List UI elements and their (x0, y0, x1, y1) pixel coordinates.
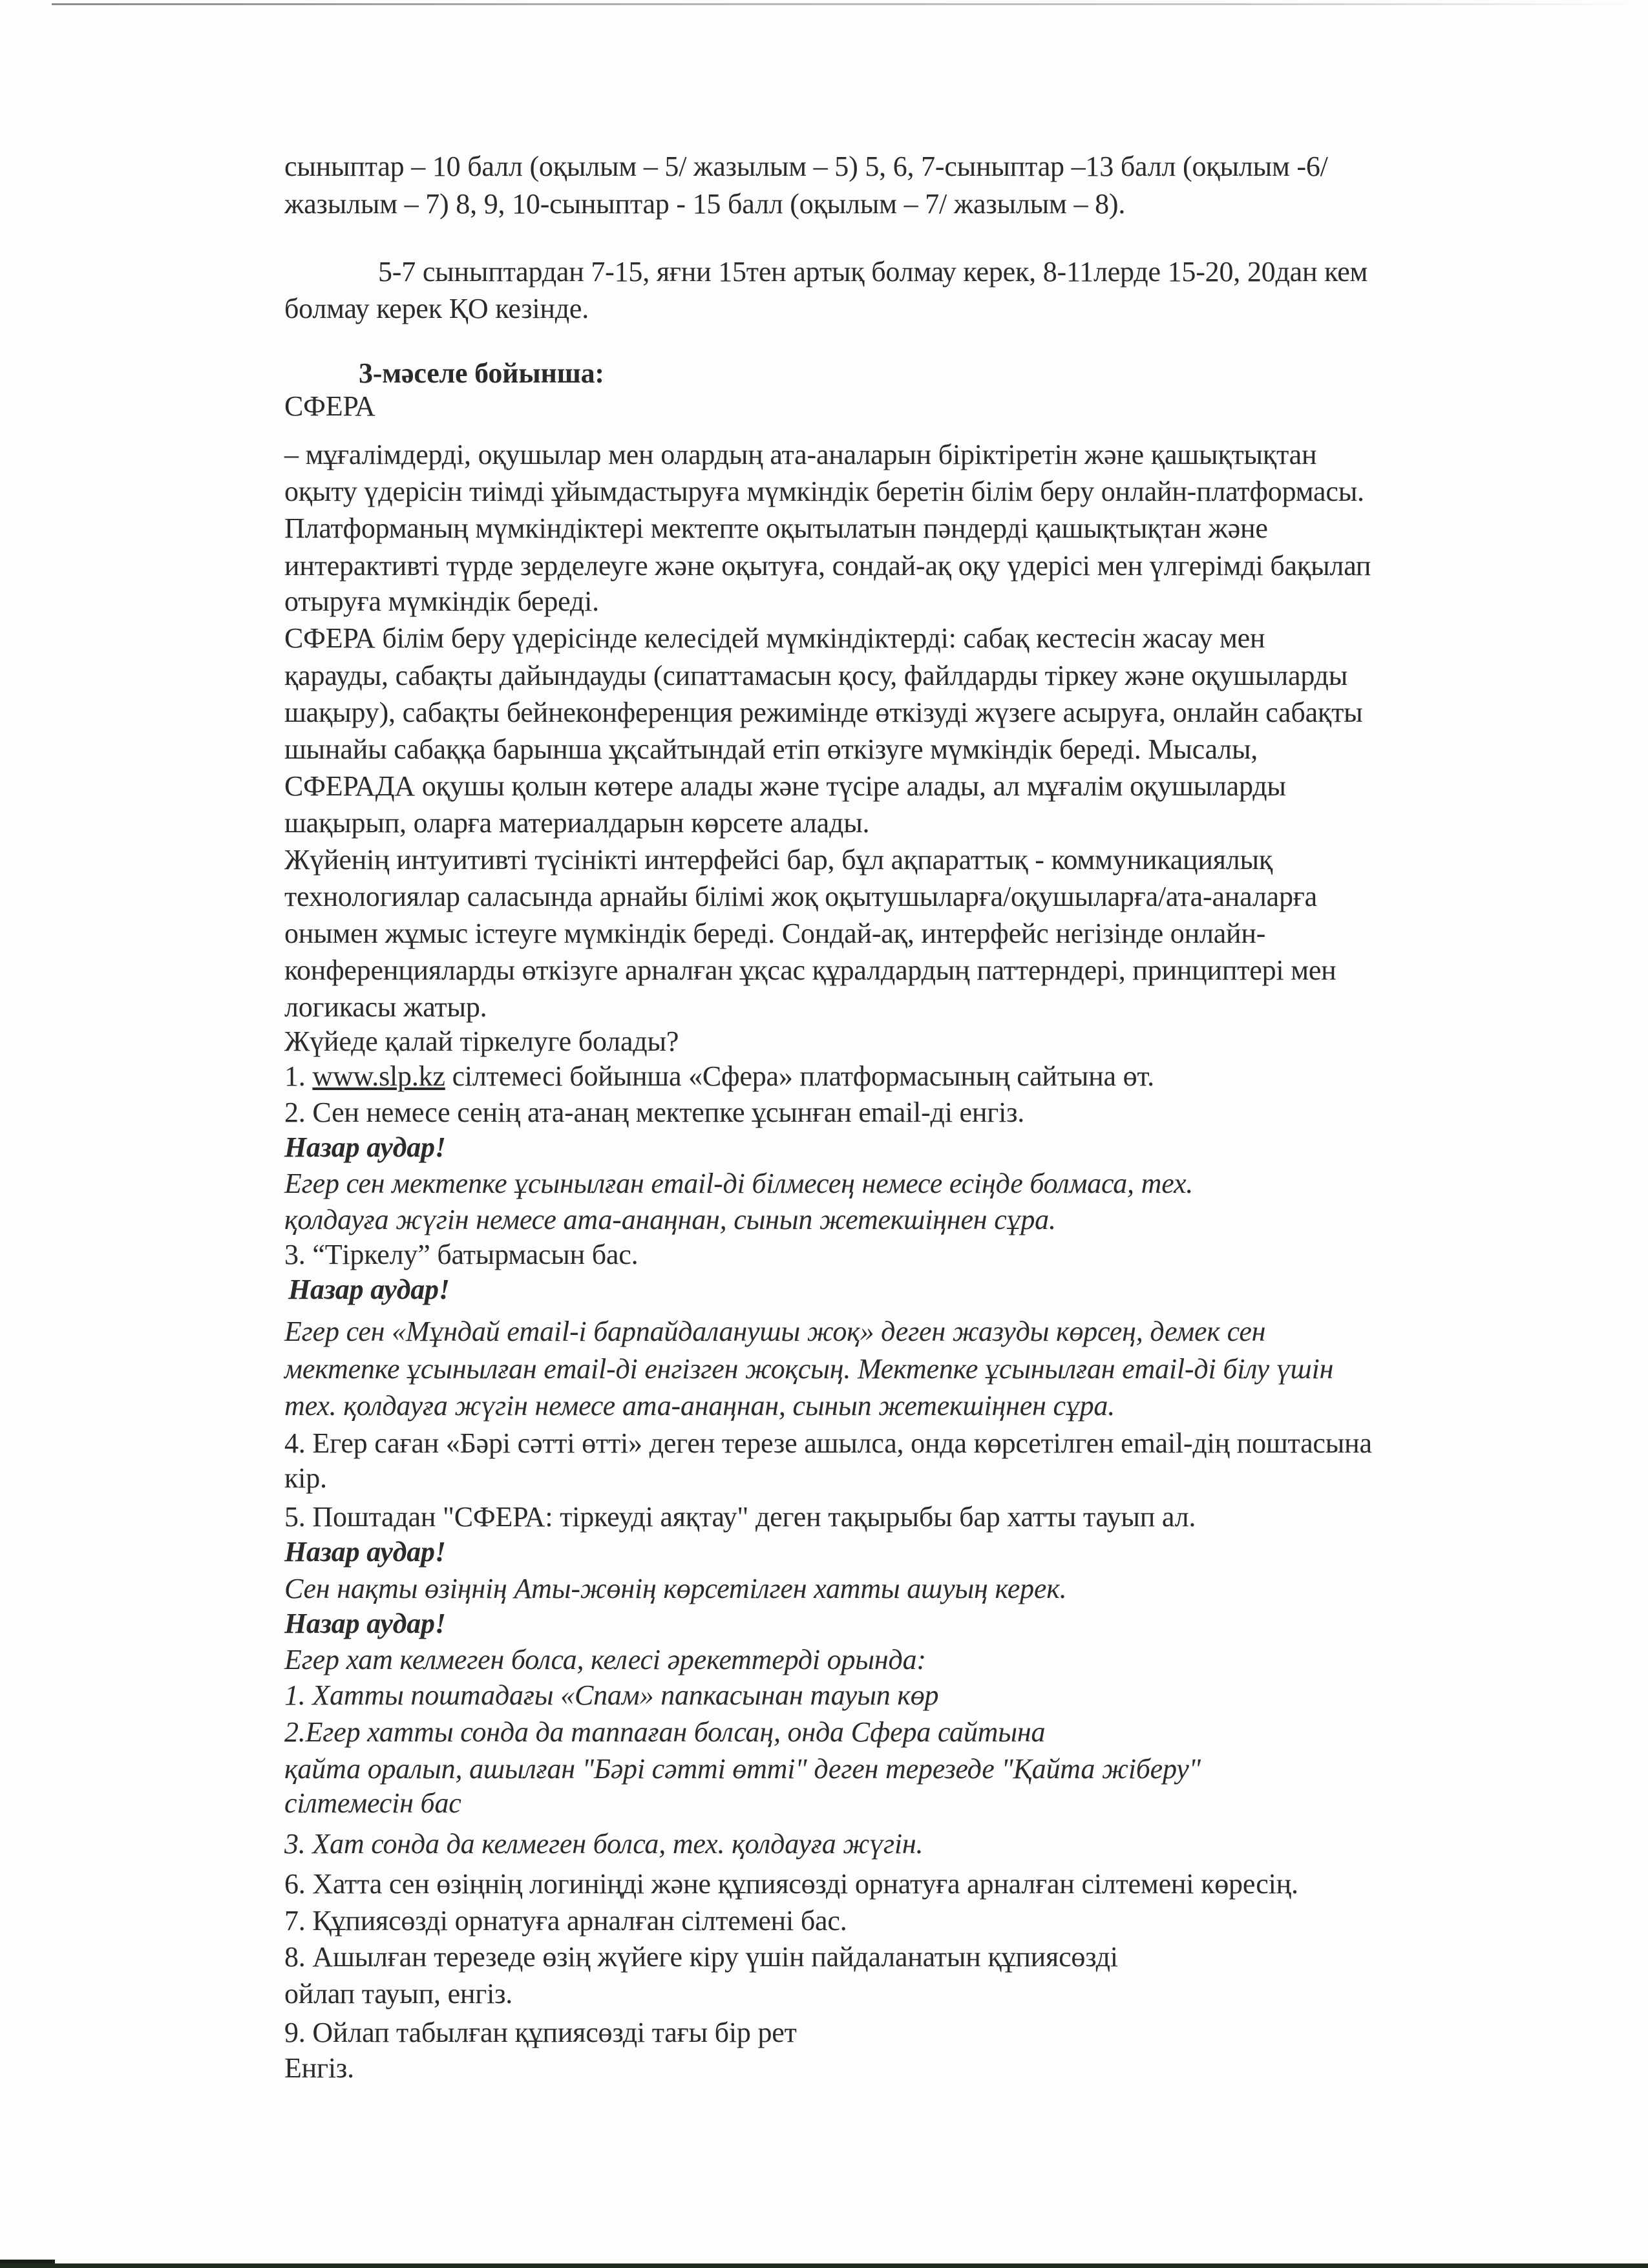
features-line: қарауды, сабақты дайындауды (сипаттамасын қосу, файлдарды тіркеу және оқушыларды (284, 660, 1348, 691)
note-line: Егер сен «Мұндай email-і барпайдаланушы жоқ» деген жазуды көрсең, демек сен (284, 1316, 1266, 1347)
note-line: 1. Хатты поштадағы «Спам» папкасынан тауып көр (284, 1679, 939, 1711)
scan-edge-bottom (0, 2263, 1648, 2268)
step-7: 7. Құпиясөзді орнатуға арналған сілтемені бас. (284, 1905, 847, 1937)
note-line: мектепке ұсынылған email-ді енгізген жоқсың. Мектепке ұсынылған email-ді білу үшін (284, 1353, 1334, 1385)
features-line: шақырып, оларға материалдарын көрсете алады. (284, 807, 870, 839)
description-line: отыруға мүмкіндік береді. (284, 585, 599, 617)
description-line: Платформаның мүмкіндіктері мектепте оқытылатын пәндерді қашықтықтан және (284, 512, 1268, 544)
step-8-cont: ойлап тауып, енгіз. (284, 1978, 513, 2010)
note-line: 3. Хат сонда да келмеген болса, тех. қолдауға жүгін. (284, 1828, 924, 1860)
features-line: СФЕРА білім беру үдерісінде келесідей мүмкіндіктерді: сабақ кестесін жасау мен (284, 622, 1265, 654)
step-9: 9. Ойлап табылған құпиясөзді тағы бір рет (284, 2017, 797, 2048)
step-9-cont: Енгіз. (284, 2052, 354, 2084)
attention-label: Назар аудар! (284, 1536, 446, 1568)
intro-line-1: сыныптар – 10 балл (оқылым – 5/ жазылым – 5) 5, 6, 7-сыныптар –13 балл (оқылым -6/ (284, 151, 1328, 182)
note-line: 2.Егер хатты сонда да таппаған болсаң, онда Сфера сайтына (284, 1716, 1046, 1748)
interface-line: технологиялар саласында арнайы білімі жоқ оқытушыларға/оқушыларға/ата-аналарға (284, 881, 1317, 912)
note-line: Сен нақты өзіңнің Аты-жөнің көрсетілген хатты ашуың керек. (284, 1573, 1067, 1604)
attention-label: Назар аудар! (288, 1274, 450, 1305)
description-line: оқыту үдерісін тиімді ұйымдастыруға мүмкіндік беретін білім беру онлайн-платформасы. (284, 476, 1364, 507)
step-8: 8. Ашылған терезеде өзің жүйеге кіру үшін пайдаланатын құпиясөзді (284, 1941, 1118, 1973)
intro-line-2: жазылым – 7) 8, 9, 10-сыныптар - 15 балл (оқылым – 7/ жазылым – 8). (284, 188, 1126, 220)
scores-paragraph-line-1: 5-7 сыныптардан 7-15, яғни 15тен артық болмау керек, 8-11лерде 15-20, 20дан кем (378, 256, 1368, 288)
step-3: 3. “Тіркелу” батырмасын бас. (284, 1239, 639, 1270)
interface-line: логикасы жатыр. (284, 991, 487, 1023)
note-line: Егер сен мектепке ұсынылған email-ді білмесең немесе есіңде болмаса, тех. (284, 1168, 1194, 1199)
slp-kz-link[interactable]: www.slp.kz (312, 1060, 445, 1092)
description-line: интерактивті түрде зерделеуге және оқытуға, сондай-ақ оқу үдерісі мен үлгерімді бақылап (284, 550, 1371, 582)
features-line: шақыру), сабақты бейнеконференция режимінде өткізуді жүзеге асыруға, онлайн сабақты (284, 697, 1363, 728)
scores-paragraph-line-2: болмау керек ҚО кезінде. (284, 293, 589, 324)
features-line: СФЕРАДА оқушы қолын көтере алады және түсіре алады, ал мұғалім оқушыларды (284, 770, 1286, 802)
step-1-prefix: 1. (284, 1060, 313, 1092)
step-6: 6. Хатта сен өзіңнің логиніңді және құпиясөзді орнатуға арналған сілтемені көресің. (284, 1868, 1298, 1900)
register-question: Жүйеде қалай тіркелуге болады? (284, 1025, 679, 1057)
interface-line: онымен жұмыс істеуге мүмкіндік береді. Сондай-ақ, интерфейс негізінде онлайн- (284, 918, 1266, 949)
step-1 (284, 1060, 1154, 1093)
step-2: 2. Сен немесе сенің ата-анаң мектепке ұсынған email-ді енгіз. (284, 1097, 1025, 1128)
note-line: қолдауға жүгін немесе ата-анаңнан, сынып жетекшіңнен сұра. (284, 1204, 1056, 1235)
attention-label: Назар аудар! (284, 1608, 446, 1639)
section-heading: 3-мәселе бойынша: (359, 357, 604, 389)
interface-line: конференцияларды өткізуге арналған ұқсас құралдардың паттерндері, принциптері мен (284, 954, 1336, 986)
note-line: сілтемесін бас (284, 1787, 461, 1819)
step-4: 4. Егер саған «Бәрі сәтті өтті» деген терезе ашылса, онда көрсетілген email-дің поштасына (284, 1427, 1372, 1459)
step-5: 5. Поштадан "СФЕРА: тіркеуді аяқтау" деген тақырыбы бар хатты тауып ал. (284, 1501, 1196, 1533)
note-line: қайта оралып, ашылған "Бәрі сәтті өтті" деген терезеде "Қайта жіберу" (284, 1753, 1201, 1785)
note-line: Егер хат келмеген болса, келесі әрекеттерді орында: (284, 1644, 926, 1675)
attention-label: Назар аудар! (284, 1131, 446, 1163)
interface-line: Жүйенің интуитивті түсінікті интерфейсі бар, бұл ақпараттық - коммуникациялық (284, 844, 1273, 876)
description-line: – мұғалімдерді, оқушылар мен олардың ата-аналарын біріктіретін және қашықтықтан (284, 439, 1317, 470)
scan-edge-top (52, 3, 1642, 5)
note-line: тех. қолдауға жүгін немесе ата-анаңнан, сынып жетекшіңнен сұра. (284, 1390, 1115, 1422)
platform-title: СФЕРА (284, 390, 375, 422)
features-line: шынайы сабаққа барынша ұқсайтындай етіп өткізуге мүмкіндік береді. Мысалы, (284, 733, 1258, 765)
step-1-text: сілтемесі бойынша «Сфера» платформасының сайтына өт. (445, 1060, 1154, 1092)
step-4-cont: кір. (284, 1462, 327, 1494)
